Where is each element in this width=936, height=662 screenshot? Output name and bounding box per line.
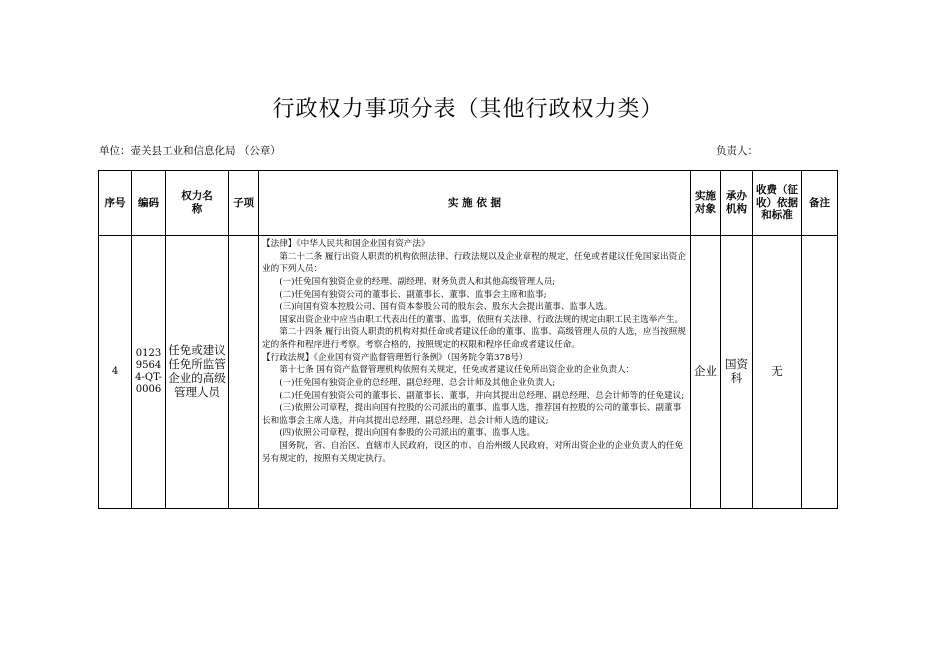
responsible-label: 负责人： — [716, 145, 758, 157]
basis-paragraph: 国务院，省、自治区、直辖市人民政府，设区的市、自治州级人民政府，对所出资企业的企业负责人的任免另有规定的，按照有关规定执行。 — [262, 441, 684, 464]
table-row — [99, 236, 838, 509]
basis-paragraph: 第十七条 国有资产监督管理机构依照有关规定，任免或者建议任免所出资企业的企业负责人： — [279, 365, 635, 376]
basis-paragraph: 国家出资企业中应当由职工代表出任的董事、监事，依照有关法律、行政法规的规定由职工民主选举产生。 — [279, 314, 684, 325]
cell-basis — [259, 236, 691, 509]
header-basis: 实 施 依 据 — [259, 171, 691, 236]
basis-paragraph: 第二十四条 履行出资人职责的机构对拟任命或者建议任命的董事、监事、高级管理人员的人选，应当按照规定的条件和程序进行考察。考察合格的，按照规定的权限和程序任命或者建议任命。 — [262, 327, 686, 350]
unit-label: 单位：壶关县工业和信息化局 （公章） — [99, 145, 281, 157]
basis-paragraph: (一)任免国有独资企业的总经理、副总经理、总会计师及其他企业负责人; — [279, 377, 556, 388]
header-fee: 收费（征收）依据和标准 — [753, 171, 802, 236]
basis-paragraph: (二)任免国有独资公司的董事长、副董事长、董事、监事会主席和监事; — [279, 289, 547, 300]
basis-paragraph: 第二十二条 履行出资人职责的机构依照法律、行政法规以及企业章程的规定，任免或者建议任免国家出资企业的下列人员： — [262, 251, 686, 275]
basis-paragraph: (三)向国有资本控股公司、国有资本参股公司的股东会、股东大会提出董事、监事人选。 — [279, 302, 613, 313]
header-power-name: 权力名称 — [166, 171, 229, 236]
basis-paragraph: (四)依照公司章程，提出向国有参股的公司派出的董事、监事人选。 — [279, 428, 536, 439]
header-sub-item: 子项 — [229, 171, 259, 236]
basis-paragraph: 【法律】《中华人民共和国企业国有资产法》 — [262, 239, 430, 249]
page-title: 行政权力事项分表（其他行政权力类） — [272, 97, 664, 122]
header-target: 实施对象 — [691, 171, 721, 236]
basis-paragraph: 【行政法规】《企业国有资产监督管理暂行条例》（国务院令第378号） — [262, 352, 528, 363]
basis-text-block — [262, 238, 687, 508]
power-items-table — [98, 170, 838, 509]
cell-remark — [802, 236, 838, 509]
cell-seq: 4 — [99, 236, 132, 509]
cell-power-name: 任免或建议任免所监管企业的高级管理人员 — [166, 236, 229, 509]
cell-sub-item — [229, 236, 259, 509]
header-code: 编码 — [132, 171, 166, 236]
basis-paragraph: (一)任免国有独资企业的经理、副经理、财务负责人和其他高级管理人员; — [279, 276, 556, 287]
basis-paragraph: (二)任免国有独资公司的董事长、副董事长、董事，并向其提出总经理、副总经理、总会计师等的任免建议; — [279, 390, 685, 401]
cell-agency: 国资科 — [721, 236, 753, 509]
cell-target: 企业 — [691, 236, 721, 509]
header-remark: 备注 — [802, 171, 838, 236]
cell-fee: 无 — [753, 236, 802, 509]
basis-paragraph: (三)依照公司章程，提出向国有控股的公司派出的董事、监事人选，推荐国有控股的公司的董事长、副董事长和监事会主席人选，并向其提出总经理、副总经理、总会计师人选的建议; — [262, 403, 682, 426]
table-header-row — [99, 171, 838, 236]
cell-code: 012395644-QT-0006 — [132, 236, 166, 509]
header-seq: 序号 — [99, 171, 132, 236]
header-agency: 承办机构 — [721, 171, 753, 236]
